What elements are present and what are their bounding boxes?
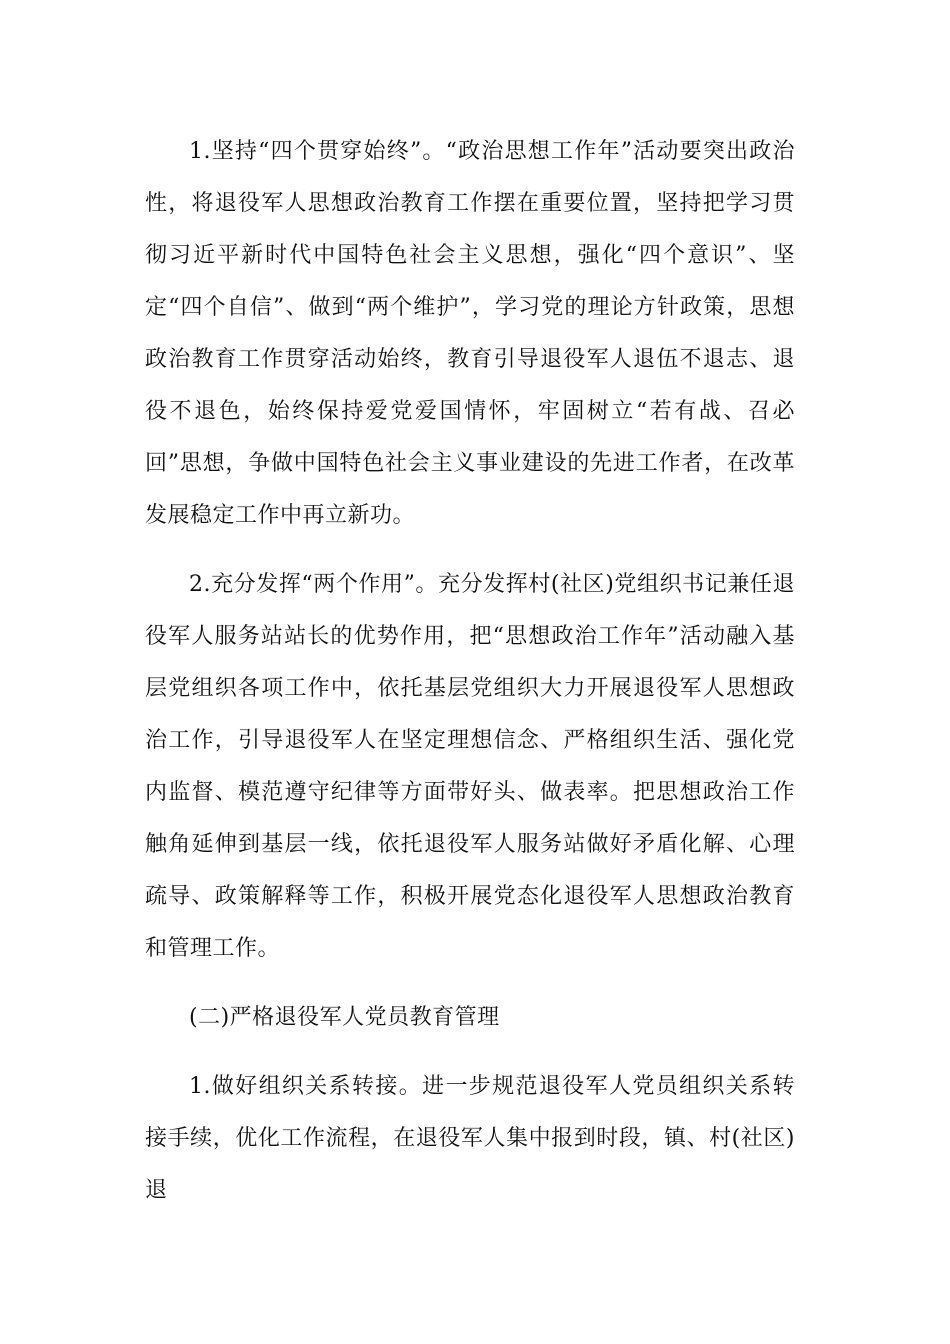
paragraph-two-roles: 2.充分发挥“两个作用”。充分发挥村(社区)党组织书记兼任退役军人服务站站长的优势作用，把“思想政治工作年”活动融入基层党组织各项工作中，依托基层党组织大力开展退役军人思想政治工作，引导退役军人在坚定理想信念、严格组织生活、强化党内监督、模范遵守纪律等方面带好头、做表率。把思想政治工作触角延伸到基层一线，依托退役军人服务站做好矛盾化解、心理疏导、政策解释等工作，积极开展党态化退役军人思想政治教育和管理工作。 — [145, 572, 795, 961]
paragraph-organization-transfer: 1.做好组织关系转接。进一步规范退役军人党员组织关系转接手续，优化工作流程，在退役军人集中报到时段，镇、村(社区)退 — [145, 1074, 795, 1203]
document-page — [145, 126, 795, 1217]
section-heading-party-member-management: (二)严格退役军人党员教育管理 — [189, 1005, 500, 1030]
paragraph-four-throughout: 1.坚持“四个贯穿始终”。“政治思想工作年”活动要突出政治性，将退役军人思想政治教育工作摆在重要位置，坚持把学习贯彻习近平新时代中国特色社会主义思想，强化“四个意识”、坚定“四个自信”、做到“两个维护”，学习党的理论方针政策，思想政治教育工作贯穿活动始终，教育引导退役军人退伍不退志、退役不退色，始终保持爱党爱国情怀，牢固树立“若有战、召必回”思想，争做中国特色社会主义事业建设的先进工作者，在改革发展稳定工作中再立新功。 — [145, 139, 795, 528]
